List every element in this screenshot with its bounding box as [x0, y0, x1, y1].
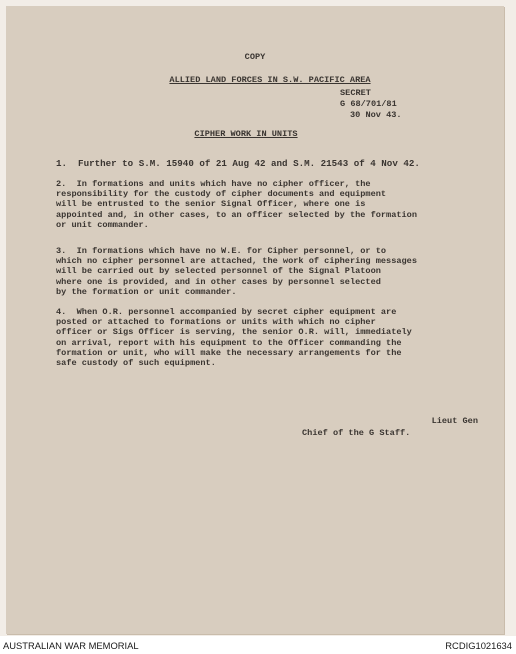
- document-date: 30 Nov 43.: [350, 110, 402, 121]
- signature-rank: Lieut Gen: [431, 416, 478, 426]
- file-reference: G 68/701/81: [340, 99, 397, 110]
- document-sheet: [6, 6, 504, 634]
- paragraph-4: 4. When O.R. personnel accompanied by secret cipher equipment are posted or attached to formations or units with which no cipher officer or Sigs Officer is serving, the senior O.R. will, immediately on arrival, report with his equipment to the Officer commanding the formation or unit, who will make the necessary arrangements for the safe custody of such equipment.: [56, 307, 412, 369]
- reference-block: [340, 88, 470, 122]
- paragraph-3: 3. In formations which have no W.E. for Cipher personnel, or to which no cipher personnel are attached, the work of ciphering messages will be carried out by selected personnel of the Signal Platoon where one is provided, and in other cases by personnel selected by the formation or unit commander.: [56, 246, 417, 297]
- copy-heading: COPY: [244, 52, 266, 62]
- classification-label: SECRET: [340, 88, 371, 98]
- signature-block: [302, 415, 482, 439]
- archive-footer: [0, 640, 516, 654]
- paragraph-2: 2. In formations and units which have no cipher officer, the responsibility for the custody of cipher documents and equipment will be entrusted to the senior Signal Officer, where one is appointed and, in other cases, to an officer selected by the formation or unit commander.: [56, 179, 417, 230]
- signature-title: Chief of the G Staff.: [302, 428, 411, 438]
- subject-heading: CIPHER WORK IN UNITS: [194, 129, 298, 139]
- item-id: RCDIG1021634: [445, 640, 512, 651]
- institution-credit: AUSTRALIAN WAR MEMORIAL: [3, 640, 139, 651]
- paragraph-1: 1. Further to S.M. 15940 of 21 Aug 42 and S.M. 21543 of 4 Nov 42.: [56, 158, 420, 169]
- document-body: [6, 6, 504, 634]
- headquarters-heading: ALLIED LAND FORCES IN S.W. PACIFIC AREA: [169, 75, 371, 85]
